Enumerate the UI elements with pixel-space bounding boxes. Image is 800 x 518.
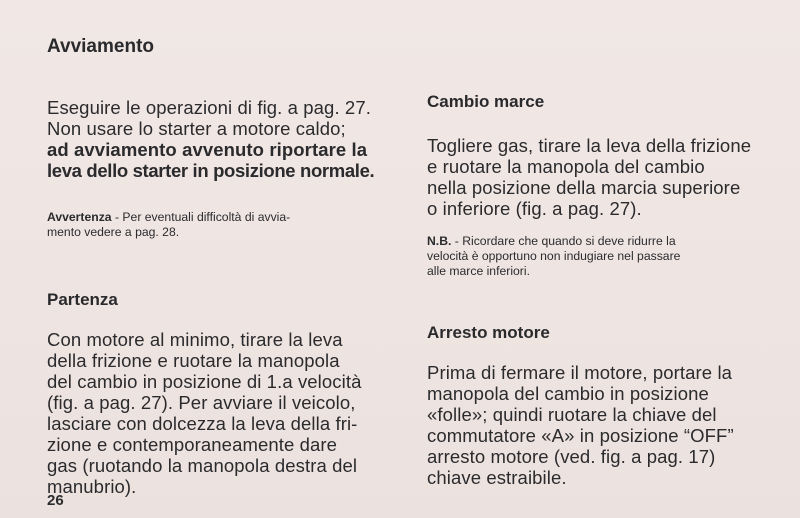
partenza-line-2: della frizione e ruotare la manopola bbox=[47, 350, 340, 371]
nb-note-line-3: alle marce inferiori. bbox=[427, 264, 530, 278]
partenza-line-8: manubrio). bbox=[47, 476, 137, 497]
partenza-line-4: (fig. a pag. 27). Per avviare il veicolo, bbox=[47, 392, 356, 413]
avvertenza-label: Avvertenza bbox=[47, 210, 112, 224]
partenza-line-3: del cambio in posizione di 1.a velocità bbox=[47, 371, 362, 392]
heading-cambio-marce: Cambio marce bbox=[427, 92, 545, 111]
avviamento-bold-line-2: leva dello starter in posizione normale. bbox=[47, 160, 375, 181]
avvertenza-text: - Per eventuali difficoltà di avvia- bbox=[111, 210, 291, 224]
avviamento-bold-line-1: ad avviamento avvenuto riportare la bbox=[47, 139, 368, 160]
avvertenza-note-line-2: mento vedere a pag. 28. bbox=[47, 225, 180, 239]
cambio-line-3: nella posizione della marcia superiore bbox=[427, 177, 741, 198]
arresto-line-4: commutatore «A» in posizione “OFF” bbox=[427, 425, 734, 446]
page-number: 26 bbox=[47, 492, 64, 509]
avvertenza-note-line-1 bbox=[47, 210, 290, 225]
arresto-line-5: arresto motore (ved. fig. a pag. 17) bbox=[427, 446, 716, 467]
nb-text: - Ricordare che quando si deve ridurre la bbox=[451, 234, 676, 248]
nb-note-line-2: velocità è opportuno non indugiare nel passare bbox=[427, 249, 681, 263]
partenza-line-6: zione e contemporaneamente dare bbox=[47, 434, 338, 455]
arresto-line-6: chiave estraibile. bbox=[427, 467, 567, 488]
partenza-line-5: lasciare con dolcezza la leva della fri- bbox=[47, 413, 358, 434]
heading-avviamento: Avviamento bbox=[47, 36, 154, 57]
partenza-line-1: Con motore al minimo, tirare la leva bbox=[47, 329, 343, 350]
arresto-line-1: Prima di fermare il motore, portare la bbox=[427, 362, 733, 383]
nb-note-line-1 bbox=[427, 234, 676, 249]
arresto-line-3: «folle»; quindi ruotare la chiave del bbox=[427, 404, 717, 425]
heading-partenza: Partenza bbox=[47, 290, 118, 309]
cambio-line-2: e ruotare la manopola del cambio bbox=[427, 156, 705, 177]
avviamento-line-2: Non usare lo starter a motore caldo; bbox=[47, 118, 346, 139]
heading-arresto-motore: Arresto motore bbox=[427, 323, 550, 342]
cambio-line-4: o inferiore (fig. a pag. 27). bbox=[427, 198, 642, 219]
avviamento-line-1: Eseguire le operazioni di fig. a pag. 27. bbox=[47, 97, 371, 118]
nb-label: N.B. bbox=[427, 234, 452, 248]
arresto-line-2: manopola del cambio in posizione bbox=[427, 383, 709, 404]
cambio-line-1: Togliere gas, tirare la leva della frizione bbox=[427, 135, 752, 156]
partenza-line-7: gas (ruotando la manopola destra del bbox=[47, 455, 358, 476]
